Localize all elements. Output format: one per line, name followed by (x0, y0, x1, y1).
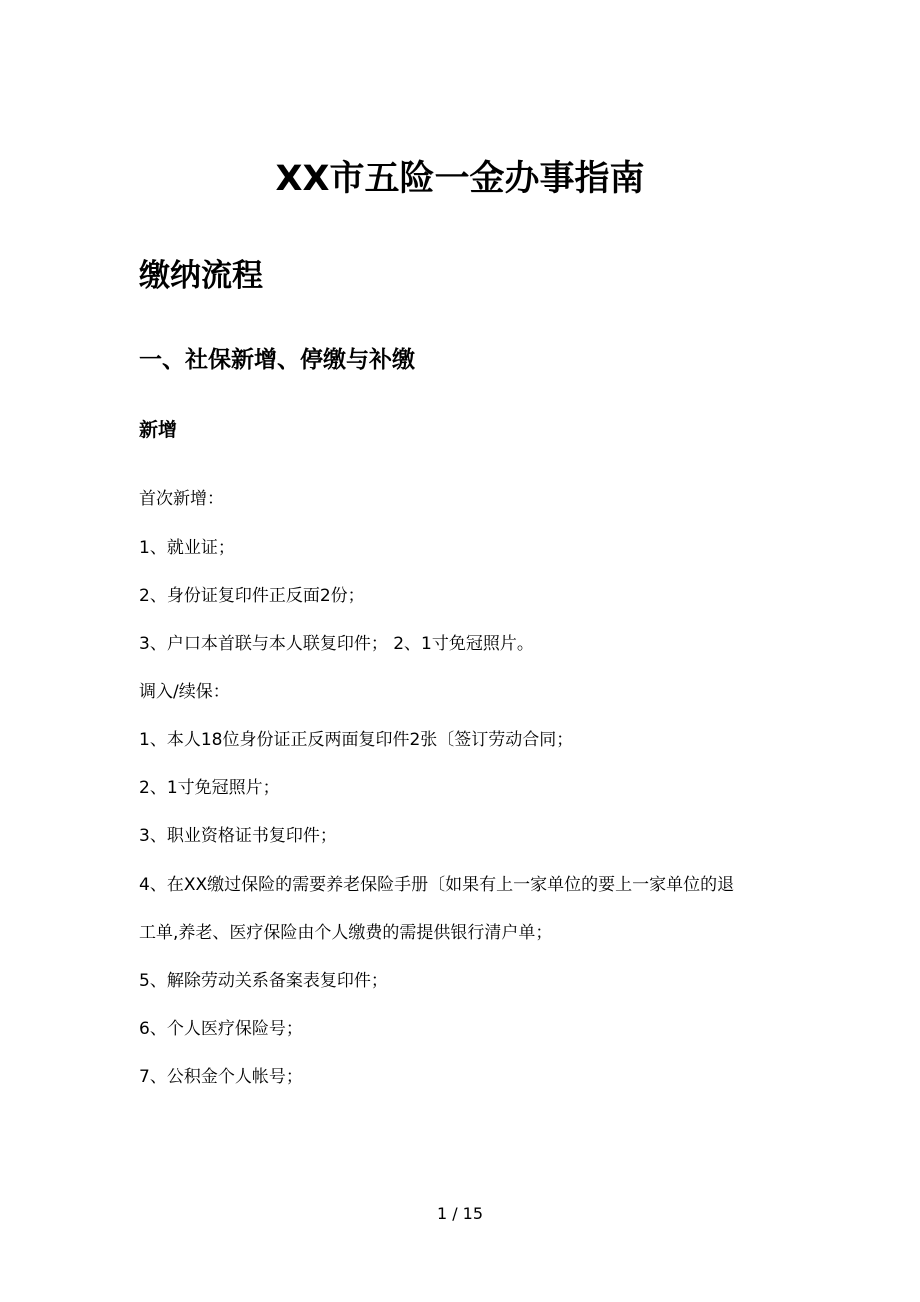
transfer-item-continuation: 工单,养老、医疗保险由个人缴费的需提供银行清户单； (139, 923, 553, 943)
transfer-item: 5、解除劳动关系备案表复印件； (139, 971, 388, 991)
transfer-item: 4、在XX缴过保险的需要养老保险手册〔如果有上一家单位的要上一家单位的退 (139, 875, 735, 895)
section-heading: 缴纳流程 (139, 258, 263, 294)
sub-subsection-heading: 新增 (139, 419, 178, 441)
transfer-item: 6、个人医疗保险号； (139, 1019, 303, 1039)
first-add-item: 1、就业证； (139, 538, 235, 558)
first-add-label: 首次新增： (139, 489, 224, 509)
transfer-item: 1、本人18位身份证正反两面复印件2张〔签订劳动合同； (139, 730, 574, 750)
page-number: 1 / 15 (436, 1204, 484, 1223)
first-add-item: 3、户口本首联与本人联复印件； 2、1寸免冠照片。 (139, 634, 534, 654)
transfer-item: 3、职业资格证书复印件； (139, 826, 337, 846)
first-add-item: 2、身份证复印件正反面2份； (139, 586, 365, 606)
document-title: XX市五险一金办事指南 (275, 159, 645, 199)
transfer-item: 7、公积金个人帐号； (139, 1067, 303, 1087)
transfer-item: 2、1寸免冠照片； (139, 778, 280, 798)
subsection-heading: 一、社保新增、停缴与补缴 (139, 347, 415, 373)
transfer-label: 调入/续保： (139, 682, 230, 702)
